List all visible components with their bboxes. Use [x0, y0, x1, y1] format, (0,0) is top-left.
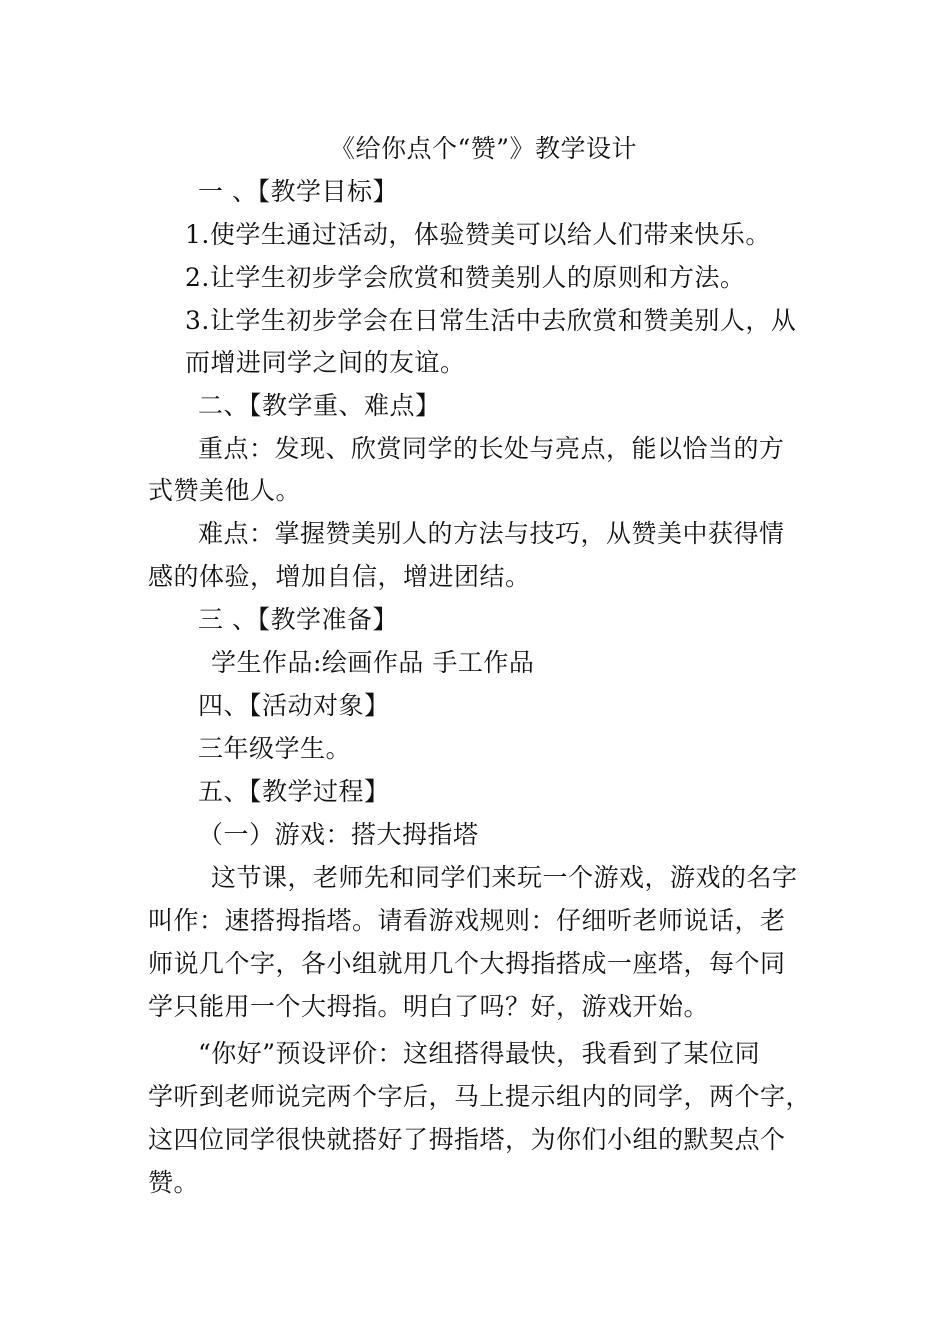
preparation-content: 学生作品:绘画作品 手工作品: [211, 648, 535, 677]
section-heading-objectives: 一 、【教学目标】: [198, 177, 398, 206]
section-heading-audience: 四、【活动对象】: [198, 691, 390, 720]
difficulty-line: 难点：掌握赞美别人的方法与技巧，从赞美中获得情: [198, 519, 785, 548]
objective-item-1: 1.使学生通过活动，体验赞美可以给人们带来快乐。: [185, 220, 771, 249]
section-heading-process: 五、【教学过程】: [198, 777, 390, 806]
game-paragraph-line-2: 叫作：速搭拇指塔。请看游戏规则：仔细听老师说话，老: [148, 906, 786, 935]
game-paragraph-line-1: 这节课，老师先和同学们来玩一个游戏，游戏的名字: [211, 863, 798, 892]
evaluation-paragraph-line-3: 这四位同学很快就搭好了拇指塔，为你们小组的默契点个: [148, 1125, 786, 1154]
difficulty-line-continued: 感的体验，增加自信，增进团结。: [148, 562, 531, 591]
game-paragraph-line-3: 师说几个字，各小组就用几个大拇指搭成一座塔，每个同: [148, 949, 786, 978]
section-heading-preparation: 三 、【教学准备】: [198, 605, 398, 634]
process-subheading: （一）游戏：搭大拇指塔: [198, 820, 479, 849]
objective-item-3-continued: 而增进同学之间的友谊。: [185, 348, 466, 377]
objective-item-3: 3.让学生初步学会在日常生活中去欣赏和赞美别人，从: [185, 306, 797, 335]
audience-content: 三年级学生。: [198, 734, 352, 763]
section-heading-key-points: 二、【教学重、难点】: [198, 391, 441, 420]
key-point-line: 重点：发现、欣赏同学的长处与亮点，能以恰当的方: [198, 434, 785, 463]
document-title: 《给你点个“赞”》教学设计: [330, 134, 638, 163]
evaluation-paragraph-line-2: 学听到老师说完两个字后，马上提示组内的同学，两个字，: [148, 1082, 812, 1111]
objective-item-2: 2.让学生初步学会欣赏和赞美别人的原则和方法。: [185, 263, 746, 292]
evaluation-paragraph-line-1: “你好”预设评价：这组搭得最快，我看到了某位同: [198, 1039, 761, 1068]
game-paragraph-line-4: 学只能用一个大拇指。明白了吗？好，游戏开始。: [148, 992, 710, 1021]
evaluation-paragraph-line-4: 赞。: [148, 1168, 200, 1197]
key-point-line-continued: 式赞美他人。: [148, 476, 302, 505]
